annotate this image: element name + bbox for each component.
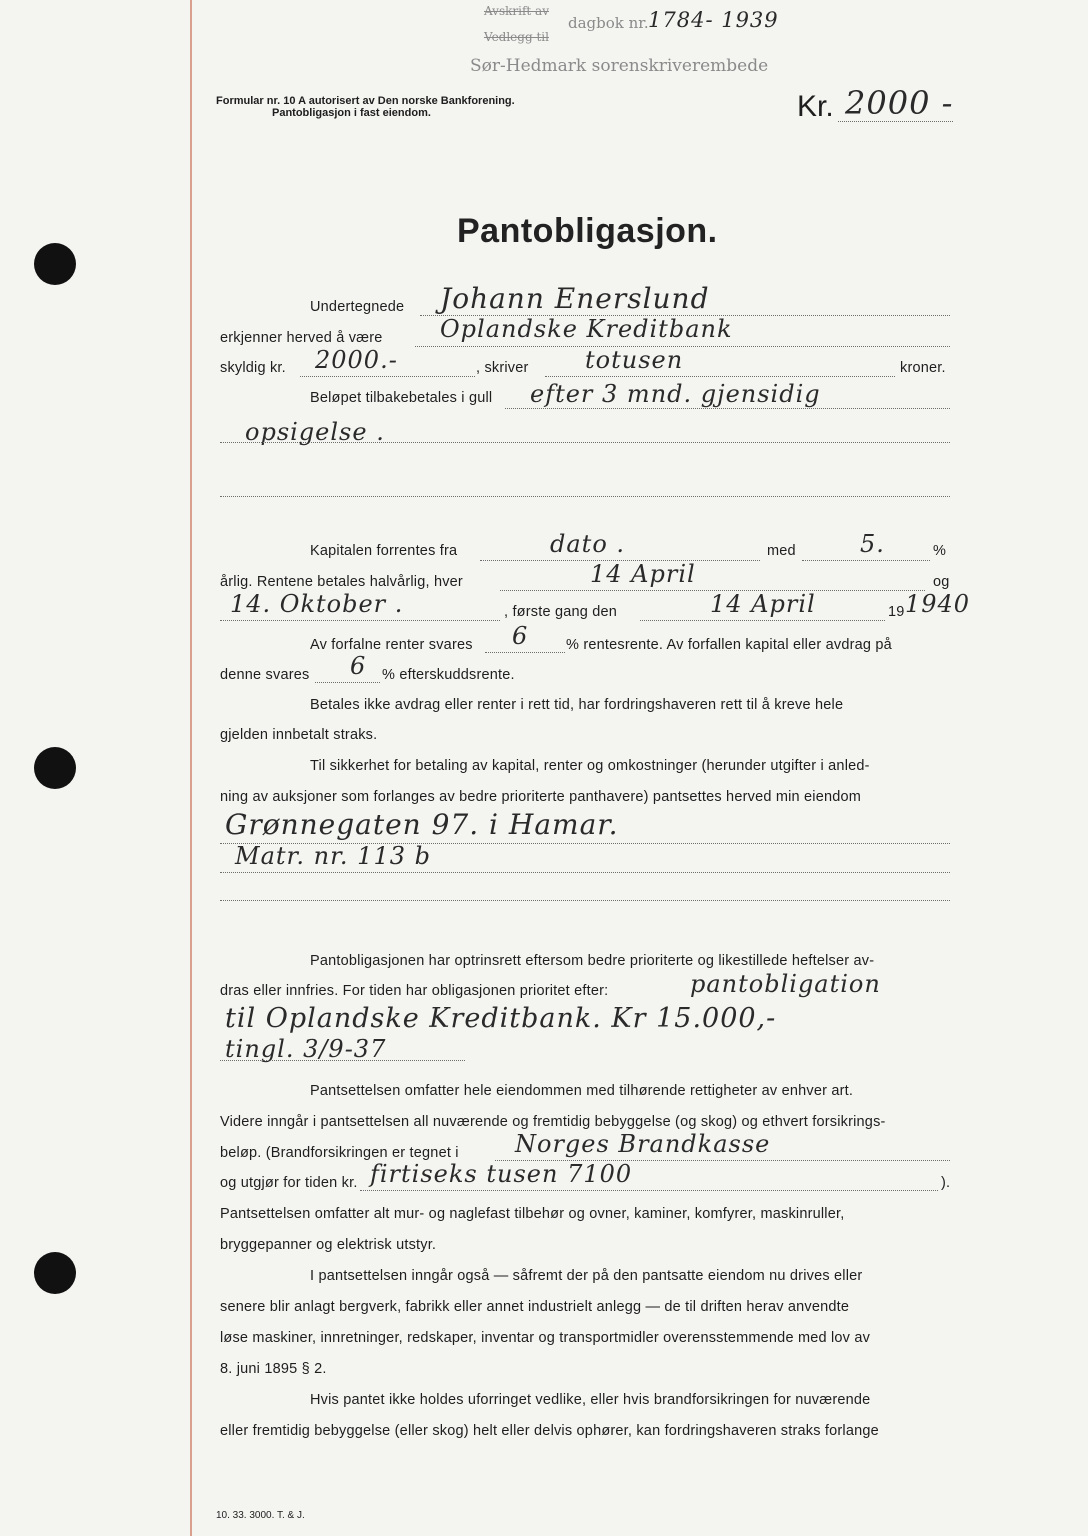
bergverk-line2: senere blir anlagt bergverk, fabrikk eller annet industrielt anlegg — de til driften herav anvendte (220, 1299, 850, 1315)
omfatter-line1: Pantsettelsen omfatter hele eiendommen med tilhørende rettigheter av enhver art. (310, 1083, 854, 1099)
omfatter-line2: Videre inngår i pantsettelsen all nuværende og fremtidig bebyggelse (og skog) og ethvert forsikrings- (220, 1114, 886, 1130)
punch-hole-bottom (34, 1252, 76, 1294)
renter-text-d: % efterskuddsrente. (382, 667, 515, 683)
form-header-line2: Pantobligasjon i fast eiendom. (272, 107, 431, 119)
utgjor-label: og utgjør for tiden kr. (220, 1175, 358, 1191)
margin-line (190, 0, 192, 1536)
erkjenner-value: Oplandske Kreditbank (440, 315, 733, 343)
hvis-line1: Hvis pantet ikke holdes uforringet vedlike, eller hvis brandforsikringen for nuværende (310, 1392, 871, 1408)
prioritet-hand2: til Oplandske Kreditbank. Kr 15.000,- (225, 1003, 777, 1034)
renter-value: 6 (512, 622, 529, 650)
eiendom-line1: Grønnegaten 97. i Hamar. (225, 808, 619, 841)
renter-text-b: % rentesrente. Av forfallen kapital eller avdrag på (566, 637, 892, 653)
stamp-dagbok-number: 1784- 1939 (648, 8, 779, 32)
skyldig-label: skyldig kr. (220, 360, 286, 376)
prioritet-hand3: tingl. 3/9-37 (225, 1035, 387, 1063)
undertegnede-value: Johann Enerslund (440, 282, 710, 315)
erkjenner-label: erkjenner herved å være (220, 330, 383, 346)
forste-label: , første gang den (504, 604, 618, 620)
renter-text-a: Av forfalne renter svares (310, 637, 473, 653)
arlig-label: årlig. Rentene betales halvårlig, hver (220, 574, 463, 590)
eiendom-line2: Matr. nr. 113 b (235, 842, 431, 870)
betales-line2: gjelden innbetalt straks. (220, 727, 378, 743)
mur-line1: Pantsettelsen omfatter alt mur- og naglefast tilbehør og ovner, kaminer, komfyrer, maskinruller, (220, 1206, 845, 1222)
year-prefix: 19 (888, 604, 905, 620)
sikkerhet-line2: ning av auksjoner som forlanges av bedre prioriterte panthavere) pantsettes herved min eiendom (220, 789, 862, 805)
med-label: med (767, 543, 796, 559)
med-value: 5. (860, 530, 885, 558)
kapital-value: dato . (550, 530, 626, 558)
belopet-value: efter 3 mnd. gjensidig (530, 380, 821, 408)
punch-hole-middle (34, 747, 76, 789)
utgjor-value: firtiseks tusen 7100 (370, 1160, 633, 1188)
form-header-line1: Formular nr. 10 A autorisert av Den norske Bankforening. (216, 95, 515, 107)
amount-prefix: Kr. (797, 90, 834, 123)
stamp-struck-a: Avskrift av (484, 4, 549, 18)
punch-hole-top (34, 243, 76, 285)
prioritet-line1: Pantobligasjonen har optrinsrett eftersom bedre prioriterte og likestillede heftelser av- (310, 953, 875, 969)
og-label: og (933, 574, 950, 590)
betales-line1: Betales ikke avdrag eller renter i rett tid, har fordringshaveren rett til å kreve hele (310, 697, 844, 713)
kapital-label: Kapitalen forrentes fra (310, 543, 458, 559)
stamp-struck-b: Vedlegg til (484, 30, 549, 44)
arlig-value: 14 April (590, 560, 696, 588)
stamp-office: Sør-Hedmark sorenskriverembede (470, 56, 769, 76)
oktober-value: 14. Oktober . (230, 590, 404, 618)
sikkerhet-line1: Til sikkerhet for betaling av kapital, renter og omkostninger (herunder utgifter i anled- (310, 758, 870, 774)
skyldig-value: 2000.- (315, 346, 398, 374)
stamp-dagbok: dagbok nr. (568, 14, 649, 32)
undertegnede-label: Undertegnede (310, 299, 405, 315)
document-title: Pantobligasjon. (457, 212, 718, 250)
amount-value: 2000 - (845, 84, 954, 122)
year-value: 1940 (905, 590, 971, 618)
renter-value-2: 6 (350, 652, 367, 680)
mur-line2: bryggepanner og elektrisk utstyr. (220, 1237, 437, 1253)
hvis-line2: eller fremtidig bebyggelse (eller skog) helt eller delvis ophører, kan fordringshaveren straks forlange (220, 1423, 879, 1439)
footer-code: 10. 33. 3000. T. & J. (216, 1510, 305, 1521)
kroner-label: kroner. (900, 360, 946, 376)
skriver-label: , skriver (476, 360, 529, 376)
belopet-value-line2: opsigelse . (245, 418, 385, 446)
bergverk-line1: I pantsettelsen inngår også — såfremt der på den pantsatte eiendom nu drives eller (310, 1268, 863, 1284)
renter-text-c: denne svares (220, 667, 310, 683)
prioritet-hand1: pantobligation (690, 970, 881, 998)
forste-value: 14 April (710, 590, 816, 618)
skriver-value: totusen (585, 346, 684, 374)
utgjor-end: ). (941, 1175, 951, 1191)
pct-sign-1: % (933, 543, 947, 559)
omfatter-line3: beløp. (Brandforsikringen er tegnet i (220, 1145, 459, 1161)
prioritet-line2: dras eller innfries. For tiden har obligasjonen prioritet efter: (220, 983, 609, 999)
omfatter-hand: Norges Brandkasse (515, 1130, 771, 1158)
bergverk-line4: 8. juni 1895 § 2. (220, 1361, 327, 1377)
bergverk-line3: løse maskiner, innretninger, redskaper, inventar og transportmidler overensstemmende med lov av (220, 1330, 871, 1346)
belopet-label: Beløpet tilbakebetales i gull (310, 390, 493, 406)
